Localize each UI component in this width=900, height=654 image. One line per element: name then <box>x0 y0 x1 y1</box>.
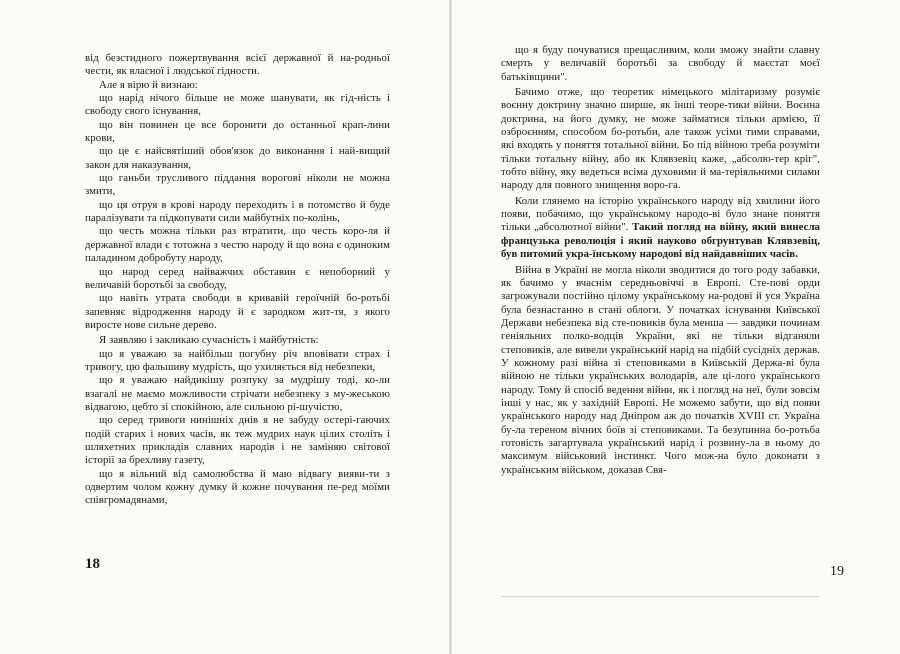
paragraph <box>501 195 820 262</box>
paragraph: що навіть утрата свободи в кривавій героїчній бо-ротьбі запевняє відродження народу й є зародком жит-тя, з якого виросте нове сильне дерево. <box>85 292 390 331</box>
paragraph: Я заявляю і закликаю сучасність і майбутність: <box>99 334 319 347</box>
paragraph: що нарід нічого більше не може шанувати, як гід-ність і свободу свого існування, <box>85 92 390 118</box>
paragraph: Бачимо отже, що теоретик німецького мілітаризму розуміє воєнну доктрину значно ширше, як інші теоре-тики війни. Воєнна доктрина, на його думку, не може займатися тільки армією, її озброєнням, способом бо-ротьби, але також усіми тими справами, які входять у поняття тотальної війни. Бо під війною треба розуміти тільки тотальну війну, або як Клявзевіц каже, „абсолю-тер кріг", тобто війну, яку ведеться всіма духовими й ма-теріяльними силами народу для повного знищення воро-га. <box>501 86 820 192</box>
paragraph: що ганьби трусливого піддання ворогові ніколи не можна змити, <box>85 172 390 198</box>
page-number: 18 <box>85 556 100 572</box>
paragraph: що народ серед найважчих обставин є непоборний у величавій боротьбі за свободу, <box>85 265 390 291</box>
paragraph: що це є найсвятіший обов'язок до виконання і най-вищий закон для наказування, <box>85 145 390 171</box>
paragraph: що я вільний від самолюбства й маю відвагу вияви-ти з одвертим чолом кожну думку й кожне почування пе-ред моїми співгромадянами, <box>85 467 390 507</box>
paragraph: що серед тривоги нинішніх днів я не забуду остері-гаючих подій старих і нових часів, як теж мудрих наук цілих століть і шляхетних прикладів славних народів і не заміняю світової історії за брехливу газету, <box>85 414 390 467</box>
paragraph: Війна в Україні не могла ніколи зводитися до того роду забавки, як бачимо у вчаснім середньовіччі в Европі. Сте-пові орди загрожували постійно цілому українському на-родові й уся Україна була безнастанно в стані облоги. У початках існування Київської Держави небезпека від сте-повиків була менша — завдяки починам геніяльних полко-водців України, які не тільки відганяли степовиків, але вивели український нарід на підбій сусідніх держав. У кожному разі війна зі степовиками в Київській Держа-ві була війною не тільки українських володарів, але ці-лого українського народу. Тому й спосіб ведення війни, як і погляд на неї, були зовсім інші у нас, як у західній Европі. Не можемо забути, що від появи українського народу над Дніпром аж до початків XVIII ст. Україна бу-ла тереном вічних боїв зі степовиками. Та безупинна бо-ротьба готовість загартувала український нарід і розвину-ла в ньому до максимум військовий інстинкт. Чого мож-на було доконати з українським військом, доказав Свя- <box>501 263 820 476</box>
bottom-rule <box>501 596 820 597</box>
paragraph-text: Коли глянемо на історію українського народу від хвилини його появи, побачимо, що українському народо-ві було знане поняття тільки „абсолютної війни". <box>501 194 820 234</box>
page-number: 19 <box>830 564 844 579</box>
paragraph: що ця отруя в крові народу переходить і в потомство й буде паралізувати та підкопувати сили майбутніх по-колінь, <box>85 198 390 225</box>
paragraph: що я буду почуватися прещасливим, коли зможу знайти славну смерть у величавій боротьбі за свободу й маєстат моєї батьківщини". <box>501 44 820 83</box>
paragraph: що честь можна тільки раз втратити, що честь коро-ля й державної влади є тотожна з честю народу й що вона є одиноким паладином добробуту народу, <box>85 225 390 265</box>
left-text-column <box>85 52 390 508</box>
paragraph: що я уважаю за найбільш погубну річ вповівати страх і тривогу, цю фальшиву мудрість, що ухиляється від небезпеки, <box>85 347 390 373</box>
bold-statement: Такий погляд на війну, який винесла французька революція і який науково обгрунтував Клявзевіц, був питомий укра-їнському народові від найдавніших часів. <box>501 221 821 261</box>
paragraph: Але я вірю й визнаю: <box>99 78 198 91</box>
left-page <box>0 0 449 654</box>
right-text-column <box>501 44 820 477</box>
paragraph: що я уважаю найдикішу розпуку за мудрішу тоді, ко-ли взагалі не маємо можливости стрічати небезпеку з му-жеською відвагою, цебто зі спокійною, але сильною рі-шучістю, <box>85 374 390 413</box>
paragraph: від безстидного пожертвування всієї державної й на-родньої чести, як власної і людської гідности. <box>85 52 390 78</box>
right-page <box>452 0 900 654</box>
paragraph: що він повинен це все боронити до останньої крап-лини крови, <box>85 118 390 145</box>
